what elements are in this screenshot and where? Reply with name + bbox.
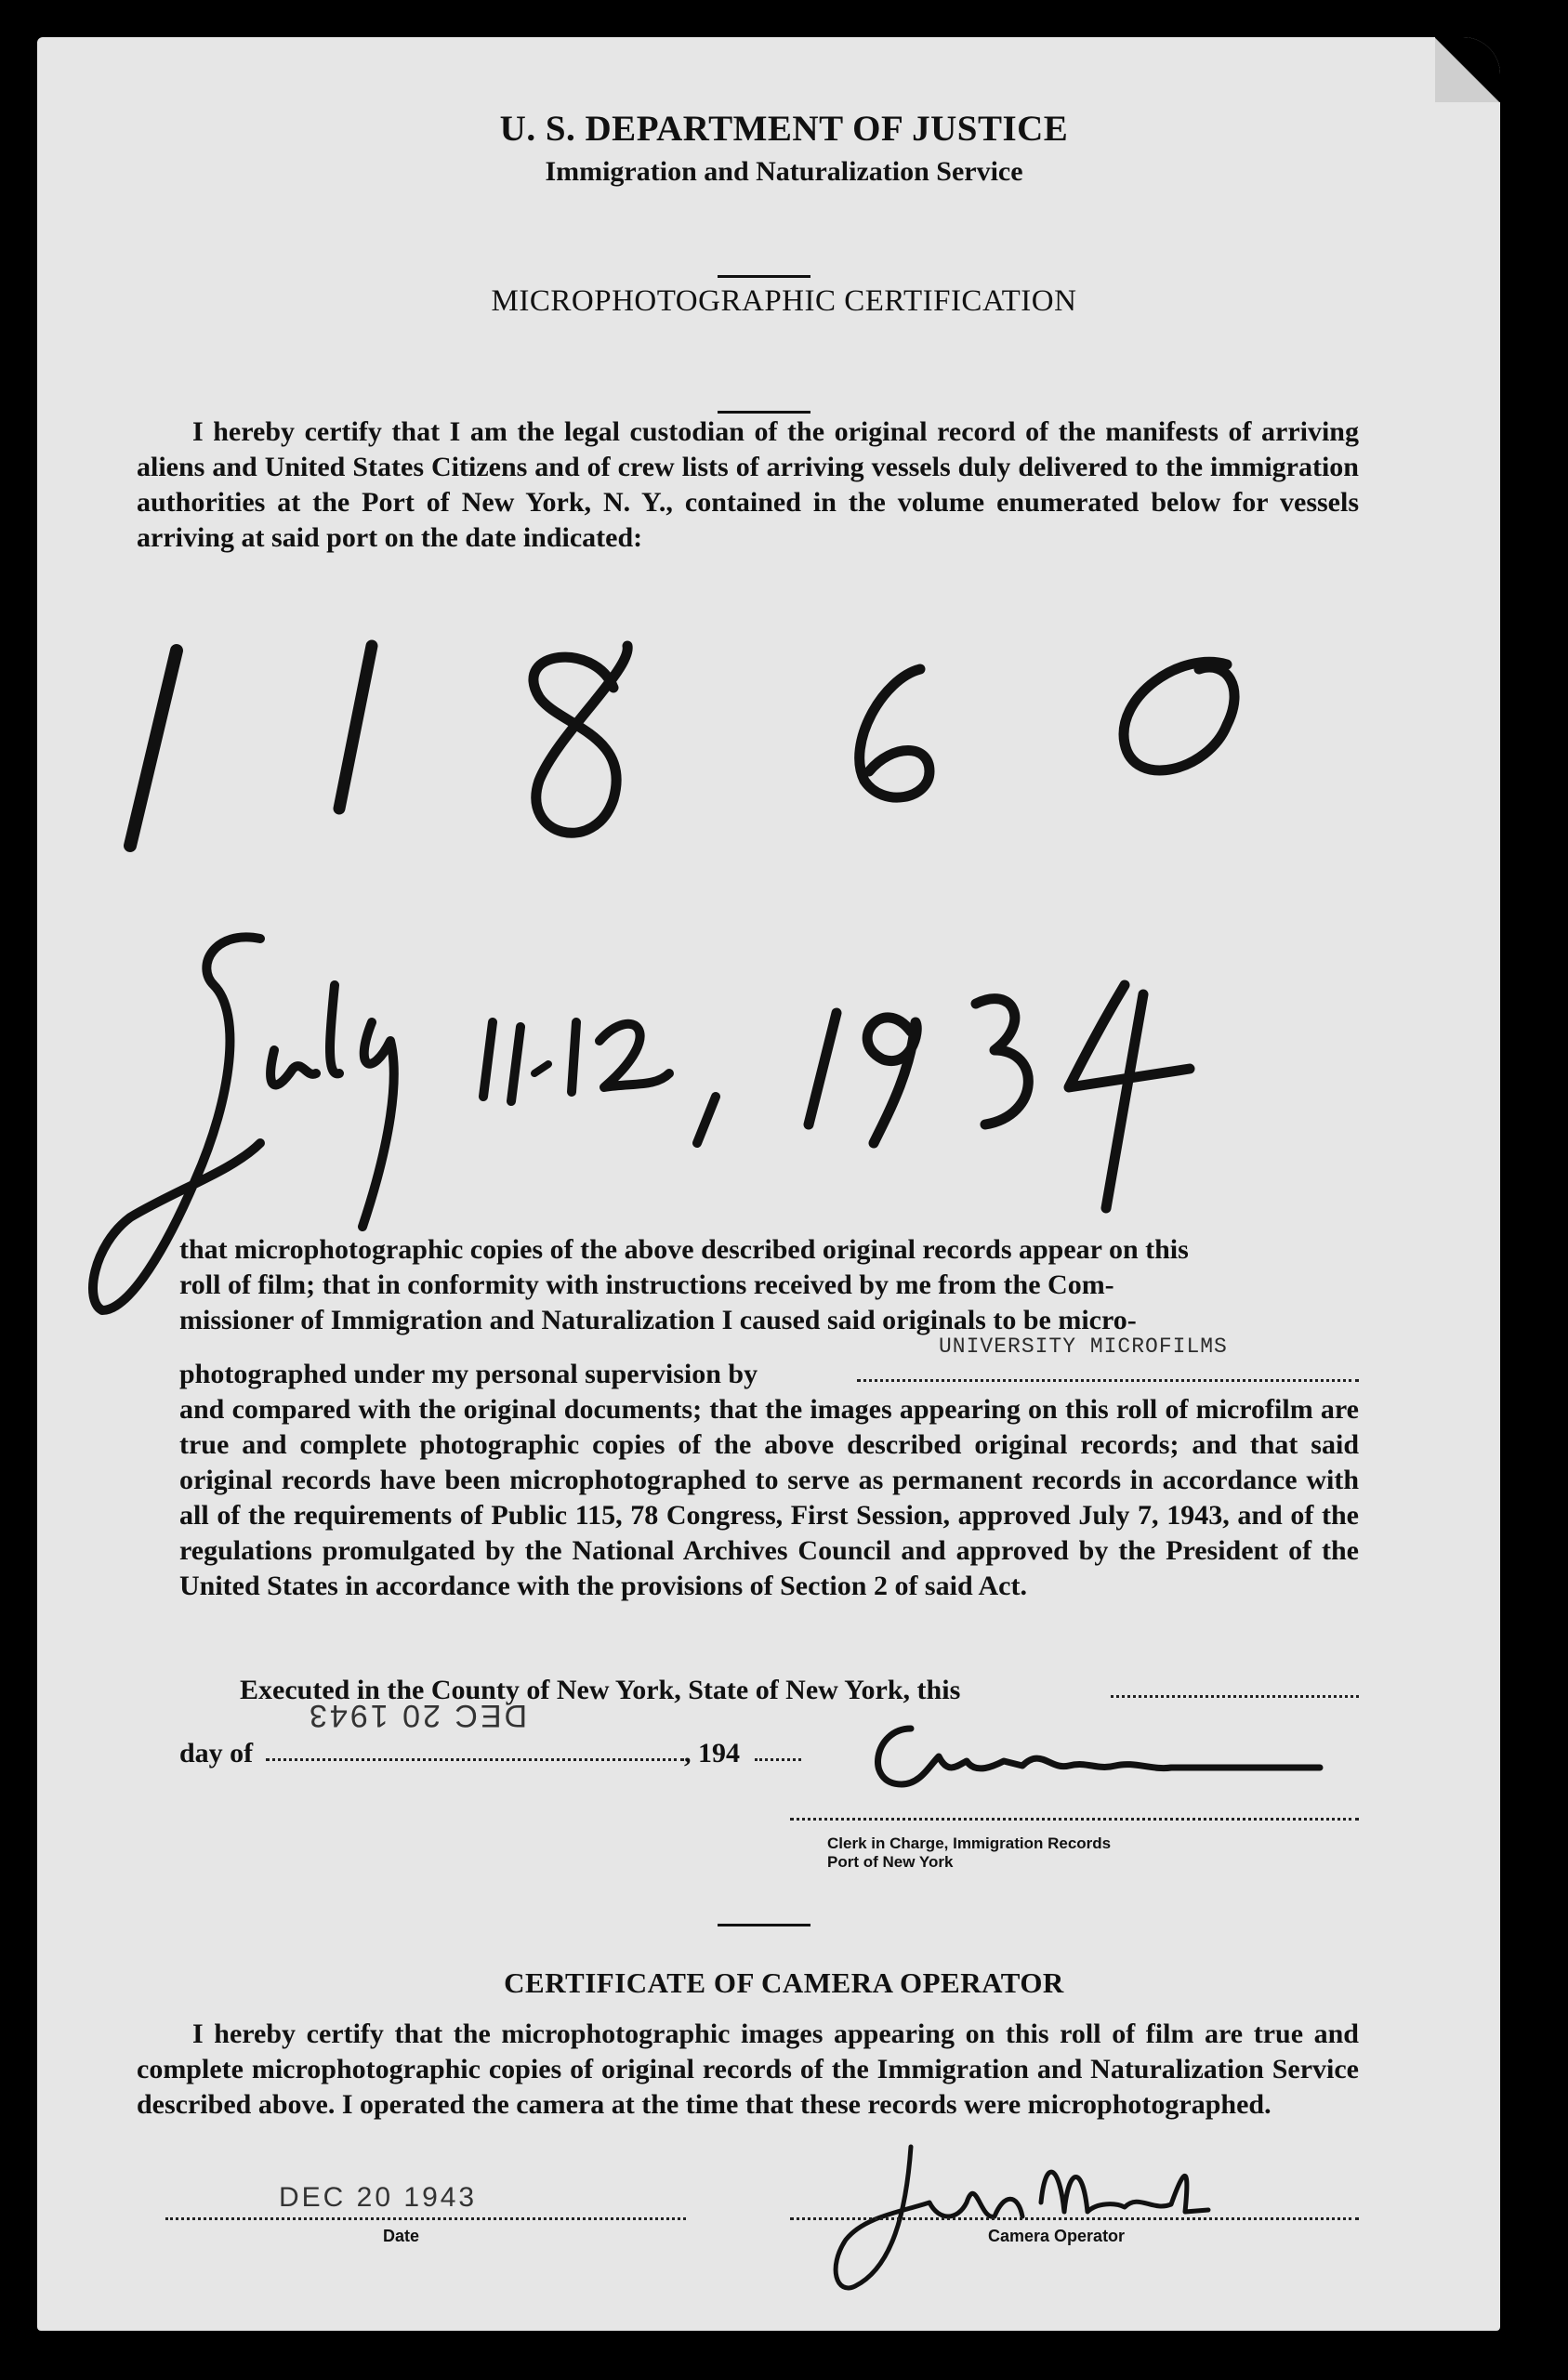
operator-date-line [165,2217,686,2220]
camera-operator-label: Camera Operator [988,2227,1126,2245]
operator-signature-line [790,2217,1359,2220]
department-title: U. S. DEPARTMENT OF JUSTICE [499,109,1069,149]
operator-date-stamp: DEC 20 1943 [279,2182,478,2213]
day-of-label: day of [179,1738,254,1769]
clerk-signature-line [790,1818,1359,1821]
clerk-title: Clerk in Charge, Immigration Records [827,1834,1112,1852]
body-line-1: that microphotographic copies of the above described original records appear on this [179,1234,1189,1265]
year-line [755,1758,801,1761]
clerk-port: Port of New York [827,1853,954,1871]
operator-signature [818,2137,1245,2305]
divider [718,411,810,414]
executed-statement: Executed in the County of New York, State of New York, this [240,1675,961,1705]
supervisor-line [857,1379,1359,1382]
divider [718,275,810,278]
date-stamp-inverted: DEC 20 1943 [307,1698,528,1733]
executed-day-line [1111,1695,1359,1698]
divider [718,1924,810,1926]
day-of-line [266,1758,684,1761]
service-subtitle: Immigration and Naturalization Service [545,156,1023,187]
certification-heading: MICROPHOTOGRAPHIC CERTIFICATION [491,284,1077,318]
year-prefix: , 194 [684,1738,740,1769]
certification-body: and compared with the original documents; that the images appearing on this roll of microfilm are true and complete photographic copies of the above described original records; and that said original records have been microphotographed to serve as permanent records in accordance with all of the requirements of Public 115, 78 Congress, First Session, approved July 7, 1943, and of the regulations promulgated by the National Archives Council and approved by the President of the United States in accordance with the provisions of Section 2 of said Act. [179,1394,1359,1601]
clerk-signature [855,1710,1338,1803]
camera-operator-text: I hereby certify that the microphotographic images appearing on this roll of film are true and complete microphotographic copies of original records of the Immigration and Naturalization Service described above. I operated the camera at the time that these records were microphotographed. [137,2018,1359,2120]
handwritten-volume-number [112,632,1376,874]
camera-operator-heading: CERTIFICATE OF CAMERA OPERATOR [504,1966,1064,1999]
body-line-3: missioner of Immigration and Naturalization I caused said originals to be micro- [179,1305,1137,1335]
supervisor-typed-name: UNIVERSITY MICROFILMS [939,1335,1228,1359]
page-corner-fold [1435,37,1500,102]
certification-intro: I hereby certify that I am the legal custodian of the original record of the manifests of arriving aliens and United States Citizens and of crew lists of arriving vessels duly delivered to the immigration authorities at the Port of New York, N. Y., contained in the volume enumerated below for vessels arriving at said port on the date indicated: [137,416,1359,553]
body-line-2: roll of film; that in conformity with instructions received by me from the Com- [179,1269,1114,1300]
date-label: Date [383,2227,420,2245]
supervision-label: photographed under my personal supervision by [179,1359,758,1389]
